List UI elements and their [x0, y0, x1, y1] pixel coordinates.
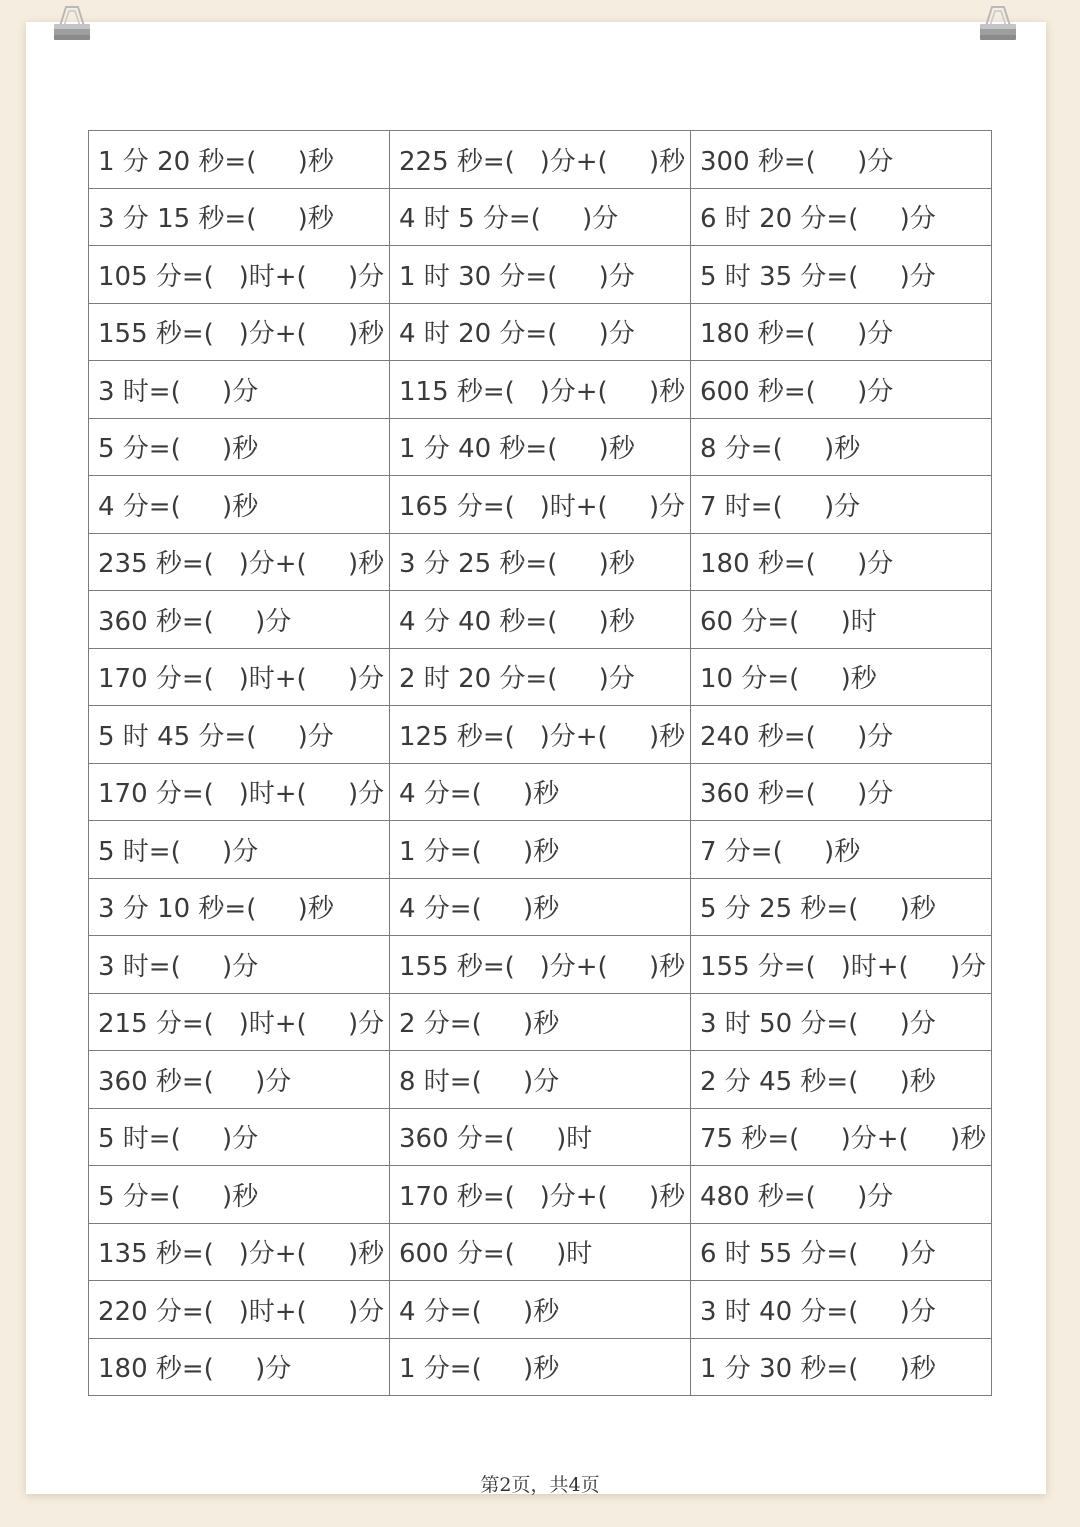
- exercise-cell: 10 分=( )秒: [691, 648, 992, 706]
- exercise-cell: 3 分 25 秒=( )秒: [390, 533, 691, 591]
- table-row: [89, 648, 992, 706]
- exercise-cell: 4 分 40 秒=( )秒: [390, 591, 691, 649]
- time-conversion-table: [88, 130, 992, 1396]
- exercise-cell: 180 秒=( )分: [89, 1338, 390, 1396]
- binder-clip-icon: [52, 4, 92, 42]
- exercise-cell: 600 秒=( )分: [691, 361, 992, 419]
- exercise-cell: 360 分=( )时: [390, 1108, 691, 1166]
- exercise-cell: 600 分=( )时: [390, 1223, 691, 1281]
- table-row: [89, 1281, 992, 1339]
- table-row: [89, 418, 992, 476]
- exercise-cell: 235 秒=( )分+( )秒: [89, 533, 390, 591]
- table-row: [89, 706, 992, 764]
- exercise-cell: 215 分=( )时+( )分: [89, 993, 390, 1051]
- exercise-cell: 2 时 20 分=( )分: [390, 648, 691, 706]
- exercise-cell: 3 时 40 分=( )分: [691, 1281, 992, 1339]
- exercise-cell: 4 分=( )秒: [390, 878, 691, 936]
- exercise-cell: 5 时 45 分=( )分: [89, 706, 390, 764]
- exercise-cell: 1 分 20 秒=( )秒: [89, 131, 390, 189]
- exercise-cell: 5 时=( )分: [89, 821, 390, 879]
- exercise-cell: 170 分=( )时+( )分: [89, 648, 390, 706]
- exercise-cell: 360 秒=( )分: [691, 763, 992, 821]
- exercise-cell: 115 秒=( )分+( )秒: [390, 361, 691, 419]
- exercise-cell: 240 秒=( )分: [691, 706, 992, 764]
- exercise-cell: 8 时=( )分: [390, 1051, 691, 1109]
- table-row: [89, 476, 992, 534]
- exercise-cell: 4 分=( )秒: [390, 763, 691, 821]
- exercise-cell: 165 分=( )时+( )分: [390, 476, 691, 534]
- table-row: [89, 763, 992, 821]
- exercise-cell: 300 秒=( )分: [691, 131, 992, 189]
- exercise-cell: 5 分 25 秒=( )秒: [691, 878, 992, 936]
- table-row: [89, 993, 992, 1051]
- page-number: 第2页，共4页: [480, 1474, 600, 1496]
- table-row: [89, 246, 992, 304]
- exercise-cell: 180 秒=( )分: [691, 303, 992, 361]
- exercise-cell: 155 秒=( )分+( )秒: [390, 936, 691, 994]
- table-row: [89, 1223, 992, 1281]
- table-row: [89, 821, 992, 879]
- exercise-cell: 3 时=( )分: [89, 361, 390, 419]
- exercise-cell: 6 时 20 分=( )分: [691, 188, 992, 246]
- exercise-cell: 75 秒=( )分+( )秒: [691, 1108, 992, 1166]
- exercise-cell: 220 分=( )时+( )分: [89, 1281, 390, 1339]
- exercise-cell: 1 分 40 秒=( )秒: [390, 418, 691, 476]
- exercise-cell: 3 时 50 分=( )分: [691, 993, 992, 1051]
- exercise-cell: 2 分 45 秒=( )秒: [691, 1051, 992, 1109]
- exercise-cell: 125 秒=( )分+( )秒: [390, 706, 691, 764]
- table-row: [89, 878, 992, 936]
- table-row: [89, 1338, 992, 1396]
- exercise-cell: 3 时=( )分: [89, 936, 390, 994]
- exercise-cell: 4 分=( )秒: [89, 476, 390, 534]
- exercise-cell: 155 分=( )时+( )分: [691, 936, 992, 994]
- exercise-cell: 7 分=( )秒: [691, 821, 992, 879]
- table-row: [89, 533, 992, 591]
- exercise-cell: 360 秒=( )分: [89, 591, 390, 649]
- exercise-cell: 7 时=( )分: [691, 476, 992, 534]
- exercise-cell: 1 时 30 分=( )分: [390, 246, 691, 304]
- table-row: [89, 1108, 992, 1166]
- exercise-cell: 5 分=( )秒: [89, 1166, 390, 1224]
- exercise-cell: 360 秒=( )分: [89, 1051, 390, 1109]
- exercise-cell: 5 时 35 分=( )分: [691, 246, 992, 304]
- worksheet-body: [89, 131, 992, 1396]
- exercise-cell: 180 秒=( )分: [691, 533, 992, 591]
- exercise-cell: 480 秒=( )分: [691, 1166, 992, 1224]
- exercise-cell: 5 分=( )秒: [89, 418, 390, 476]
- exercise-cell: 1 分=( )秒: [390, 1338, 691, 1396]
- exercise-cell: 60 分=( )时: [691, 591, 992, 649]
- exercise-cell: 2 分=( )秒: [390, 993, 691, 1051]
- exercise-cell: 4 时 20 分=( )分: [390, 303, 691, 361]
- exercise-cell: 105 分=( )时+( )分: [89, 246, 390, 304]
- table-row: [89, 1051, 992, 1109]
- binder-clip-icon: [978, 4, 1018, 42]
- table-row: [89, 936, 992, 994]
- table-row: [89, 131, 992, 189]
- exercise-cell: 3 分 10 秒=( )秒: [89, 878, 390, 936]
- exercise-cell: 170 分=( )时+( )分: [89, 763, 390, 821]
- table-row: [89, 188, 992, 246]
- table-row: [89, 591, 992, 649]
- exercise-cell: 170 秒=( )分+( )秒: [390, 1166, 691, 1224]
- exercise-cell: 4 时 5 分=( )分: [390, 188, 691, 246]
- table-row: [89, 361, 992, 419]
- table-row: [89, 303, 992, 361]
- exercise-cell: 3 分 15 秒=( )秒: [89, 188, 390, 246]
- exercise-cell: 155 秒=( )分+( )秒: [89, 303, 390, 361]
- exercise-cell: 225 秒=( )分+( )秒: [390, 131, 691, 189]
- exercise-cell: 135 秒=( )分+( )秒: [89, 1223, 390, 1281]
- table-row: [89, 1166, 992, 1224]
- exercise-cell: 6 时 55 分=( )分: [691, 1223, 992, 1281]
- exercise-cell: 1 分 30 秒=( )秒: [691, 1338, 992, 1396]
- exercise-cell: 1 分=( )秒: [390, 821, 691, 879]
- exercise-cell: 5 时=( )分: [89, 1108, 390, 1166]
- exercise-cell: 4 分=( )秒: [390, 1281, 691, 1339]
- exercise-cell: 8 分=( )秒: [691, 418, 992, 476]
